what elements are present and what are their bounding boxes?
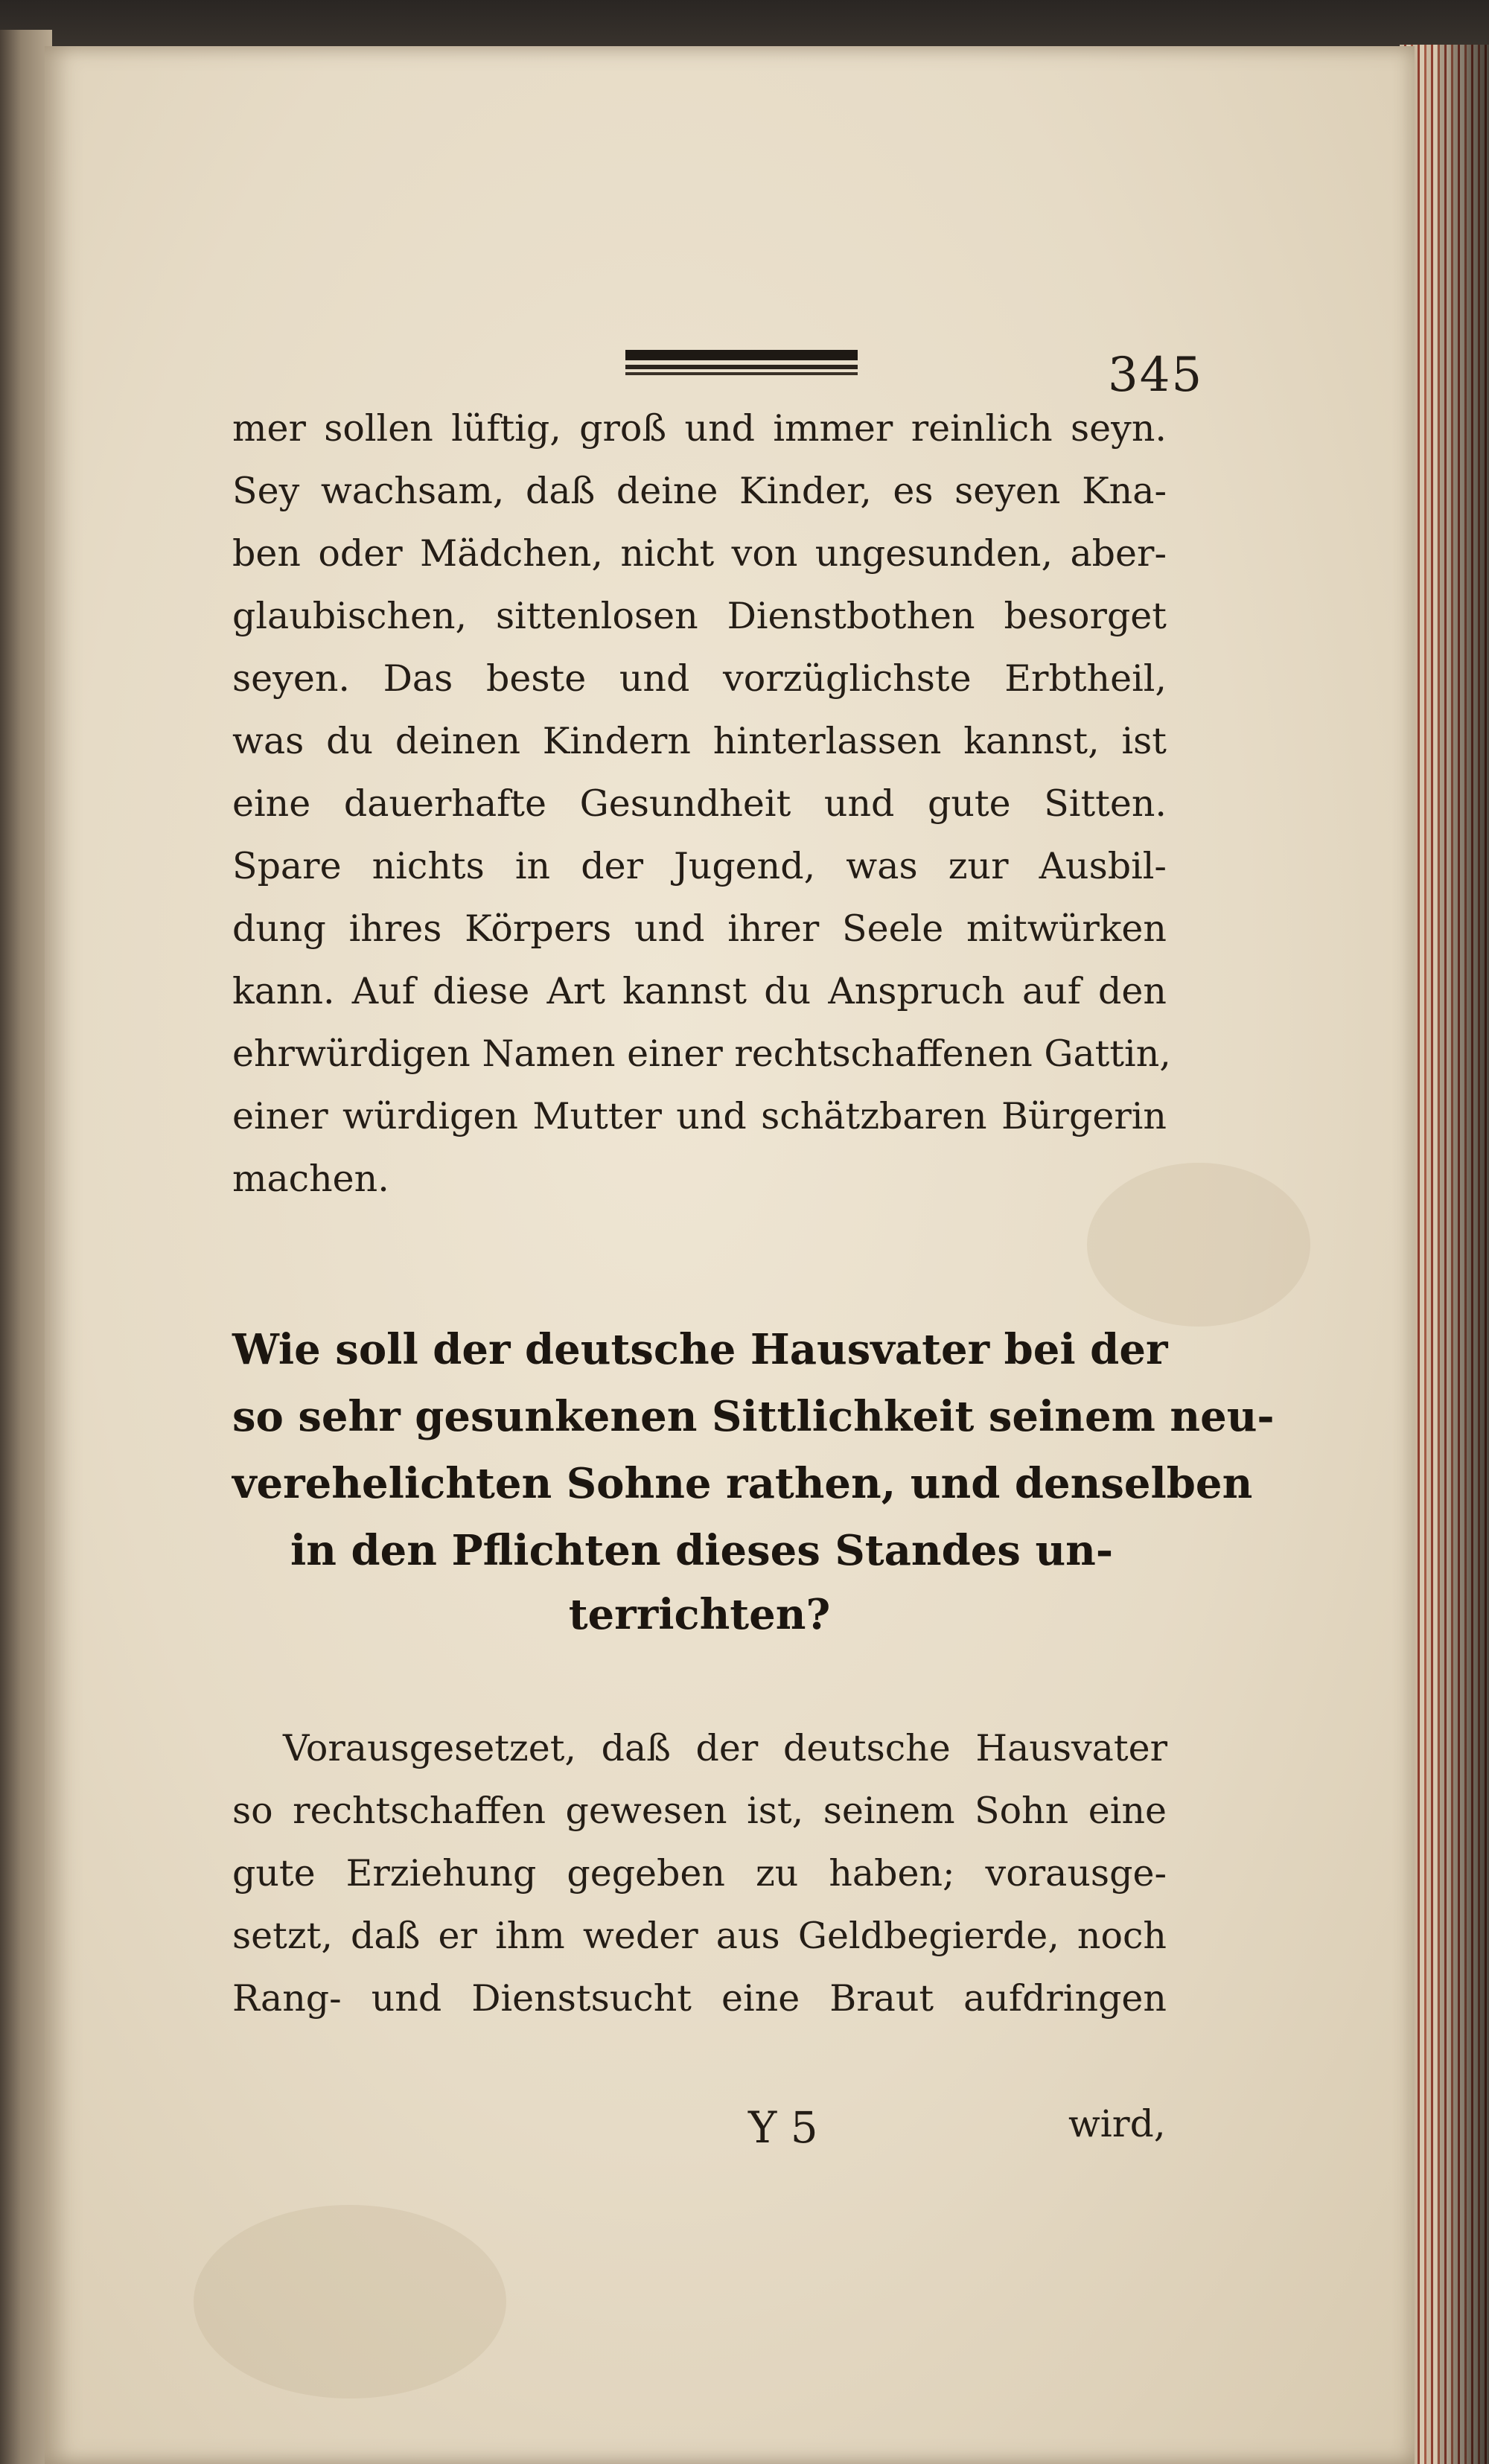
section-heading-line: terrichten? <box>568 1590 831 1639</box>
body-line: Rang- und Dienstsucht eine Braut aufdringen <box>232 1977 1167 2020</box>
section-heading-line: in den Pflichten dieses Standes un- <box>290 1526 1114 1575</box>
body-line: kann. Auf diese Art kannst du Anspruch auf den <box>232 970 1167 1012</box>
body-line: machen. <box>232 1158 389 1200</box>
header-rule-bar <box>625 365 858 369</box>
body-line: einer würdigen Mutter und schätzbaren Bürgerin <box>232 1095 1167 1137</box>
header-rule-bar <box>625 350 858 360</box>
body-line: dung ihres Körpers und ihrer Seele mitwürken <box>232 907 1167 950</box>
header-rule <box>625 350 858 380</box>
catchword: wird, <box>1068 2102 1166 2145</box>
book-page <box>45 46 1415 2464</box>
paper-stain <box>194 2205 506 2398</box>
body-line: gute Erziehung gegeben zu haben; vorausge- <box>232 1852 1167 1895</box>
scan-top-border <box>0 0 1489 52</box>
header-rule-bar <box>625 372 858 375</box>
body-line: ben oder Mädchen, nicht von ungesunden, aber- <box>232 532 1167 575</box>
body-line: setzt, daß er ihm weder aus Geldbegierde, noch <box>232 1915 1167 1957</box>
body-line: so rechtschaffen gewesen ist, seinem Sohn eine <box>232 1790 1167 1832</box>
body-line: mer sollen lüftig, groß und immer reinlich seyn. <box>232 407 1167 450</box>
body-line: glaubischen, sittenlosen Dienstbothen besorget <box>232 595 1167 637</box>
body-line: eine dauerhafte Gesundheit und gute Sitten. <box>232 782 1167 825</box>
page-edge-shadow <box>1437 45 1489 2464</box>
body-line: Vorausgesetzet, daß der deutsche Hausvater <box>283 1727 1167 1769</box>
body-line: ehrwürdigen Namen einer rechtschaffenen Gattin, <box>232 1032 1171 1075</box>
body-line: was du deinen Kindern hinterlassen kannst, ist <box>232 720 1167 762</box>
section-heading-line: Wie soll der deutsche Hausvater bei der <box>232 1325 1168 1374</box>
section-heading-line: verehelichten Sohne rathen, und denselben <box>232 1459 1253 1508</box>
body-line: seyen. Das beste und vorzüglichste Erbtheil, <box>232 657 1167 700</box>
signature-mark: Y 5 <box>748 2102 818 2153</box>
body-line: Spare nichts in der Jugend, was zur Ausbil- <box>232 845 1167 887</box>
page-number: 345 <box>1108 348 1204 403</box>
section-heading-line: so sehr gesunkenen Sittlichkeit seinem neu- <box>232 1392 1275 1441</box>
body-line: Sey wachsam, daß deine Kinder, es seyen Kna- <box>232 470 1167 512</box>
